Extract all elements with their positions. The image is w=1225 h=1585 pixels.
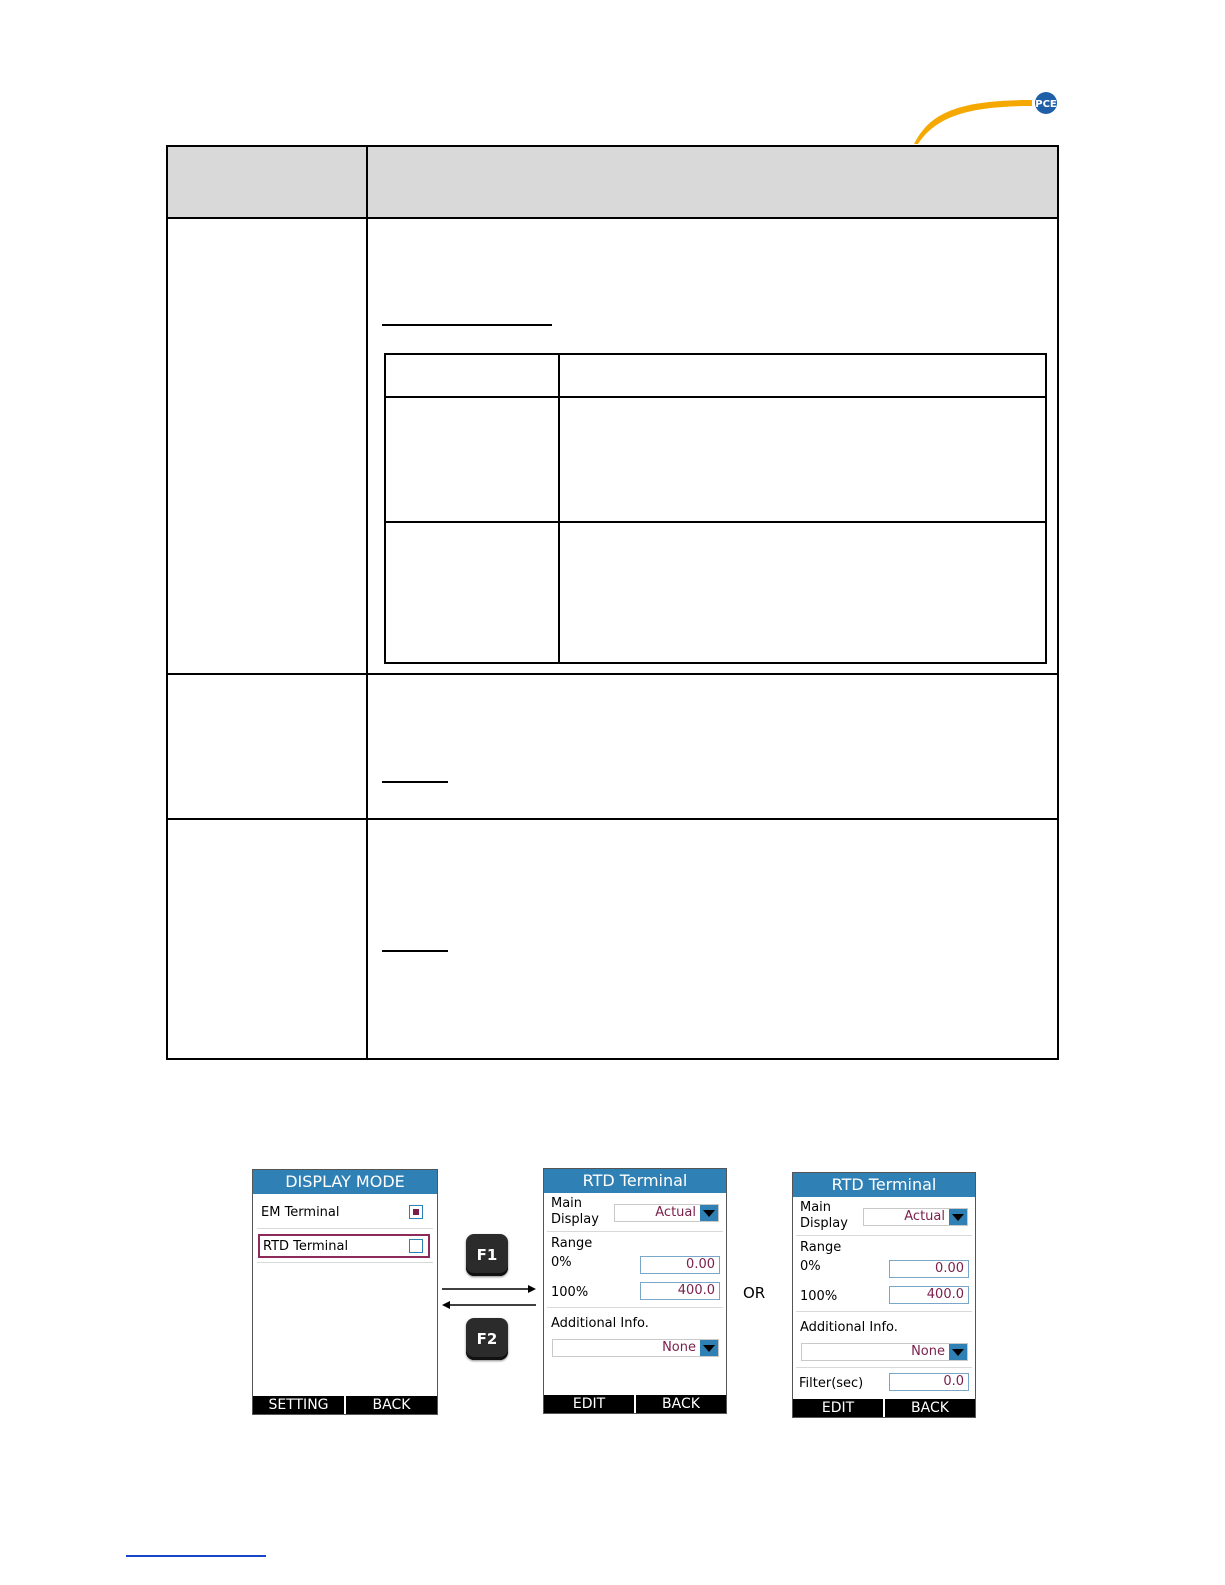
additional-info-dropdown[interactable]: [552, 1339, 719, 1357]
footer-link-underline: [126, 1555, 266, 1557]
inner-table-column-divider: [558, 355, 560, 662]
screen-title: RTD Terminal: [544, 1169, 726, 1193]
divider: [796, 1311, 972, 1312]
chevron-down-icon[interactable]: [949, 1209, 967, 1225]
underline-mark: [382, 781, 448, 783]
f2-key[interactable]: F2: [466, 1318, 508, 1360]
main-display-value: Actual: [655, 1205, 696, 1220]
setting-softkey[interactable]: SETTING: [268, 1397, 329, 1413]
table-row-divider: [168, 673, 1057, 675]
navigation-arrows-icon: [440, 1283, 538, 1313]
underline-mark: [382, 324, 552, 326]
divider: [547, 1231, 723, 1232]
hundred-percent-field[interactable]: 400.0: [889, 1286, 969, 1304]
logo-text: PCE: [1035, 99, 1057, 110]
zero-percent-field[interactable]: 0.00: [889, 1260, 969, 1278]
screen-title: DISPLAY MODE: [253, 1170, 437, 1194]
parameter-table: [166, 145, 1059, 1060]
or-label: OR: [743, 1284, 766, 1302]
pce-logo: [910, 92, 1070, 148]
zero-percent-field[interactable]: 0.00: [640, 1256, 720, 1274]
zero-percent-label: 0%: [551, 1255, 572, 1270]
underline-mark: [382, 950, 448, 952]
filter-label: Filter(sec): [799, 1376, 864, 1391]
additional-info-label: Additional Info.: [551, 1316, 649, 1331]
f1-key[interactable]: F1: [466, 1234, 508, 1276]
additional-info-label: Additional Info.: [800, 1320, 898, 1335]
range-label: Range: [800, 1240, 842, 1255]
edit-softkey[interactable]: EDIT: [821, 1400, 855, 1416]
additional-info-dropdown[interactable]: [801, 1343, 968, 1361]
divider: [796, 1367, 972, 1368]
zero-percent-label: 0%: [800, 1259, 821, 1274]
em-terminal-label[interactable]: EM Terminal: [261, 1205, 340, 1220]
hundred-percent-field[interactable]: 400.0: [640, 1282, 720, 1300]
edit-softkey[interactable]: EDIT: [572, 1396, 606, 1412]
back-softkey[interactable]: BACK: [344, 1396, 437, 1414]
inner-table-row-divider: [386, 521, 1045, 523]
chevron-down-icon[interactable]: [949, 1344, 967, 1360]
rtd-terminal-label[interactable]: RTD Terminal: [263, 1239, 349, 1254]
additional-info-value: None: [662, 1340, 696, 1355]
display-label: Display: [800, 1216, 848, 1231]
logo-swoosh-icon: [910, 92, 1070, 148]
screen-softkeys: [544, 1395, 726, 1413]
display-label: Display: [551, 1212, 599, 1227]
rtd-terminal-screen: [543, 1168, 727, 1414]
chevron-down-icon[interactable]: [700, 1205, 718, 1221]
divider: [257, 1262, 433, 1263]
main-display-value: Actual: [904, 1209, 945, 1224]
main-display-dropdown[interactable]: [863, 1208, 968, 1226]
table-header-row: [168, 147, 1057, 219]
inner-table-row-divider: [386, 396, 1045, 398]
main-label: Main: [551, 1196, 583, 1211]
inner-table: [384, 353, 1047, 664]
screen-softkeys: [253, 1396, 437, 1414]
divider: [796, 1235, 972, 1236]
hundred-percent-label: 100%: [551, 1285, 589, 1300]
screen-softkeys: [793, 1399, 975, 1417]
display-mode-screen: [252, 1169, 438, 1415]
back-softkey[interactable]: BACK: [883, 1399, 975, 1417]
divider: [547, 1307, 723, 1308]
em-terminal-checkbox[interactable]: [409, 1205, 423, 1219]
hundred-percent-label: 100%: [800, 1289, 838, 1304]
main-label: Main: [800, 1200, 832, 1215]
back-softkey[interactable]: BACK: [634, 1395, 726, 1413]
rtd-terminal-filter-screen: [792, 1172, 976, 1418]
additional-info-value: None: [911, 1344, 945, 1359]
filter-field[interactable]: 0.0: [889, 1373, 969, 1391]
rtd-terminal-checkbox[interactable]: [409, 1239, 423, 1253]
screen-title: RTD Terminal: [793, 1173, 975, 1197]
chevron-down-icon[interactable]: [700, 1340, 718, 1356]
table-row-divider: [168, 818, 1057, 820]
table-column-divider: [366, 147, 368, 1058]
main-display-dropdown[interactable]: [614, 1204, 719, 1222]
divider: [257, 1228, 433, 1229]
range-label: Range: [551, 1236, 593, 1251]
